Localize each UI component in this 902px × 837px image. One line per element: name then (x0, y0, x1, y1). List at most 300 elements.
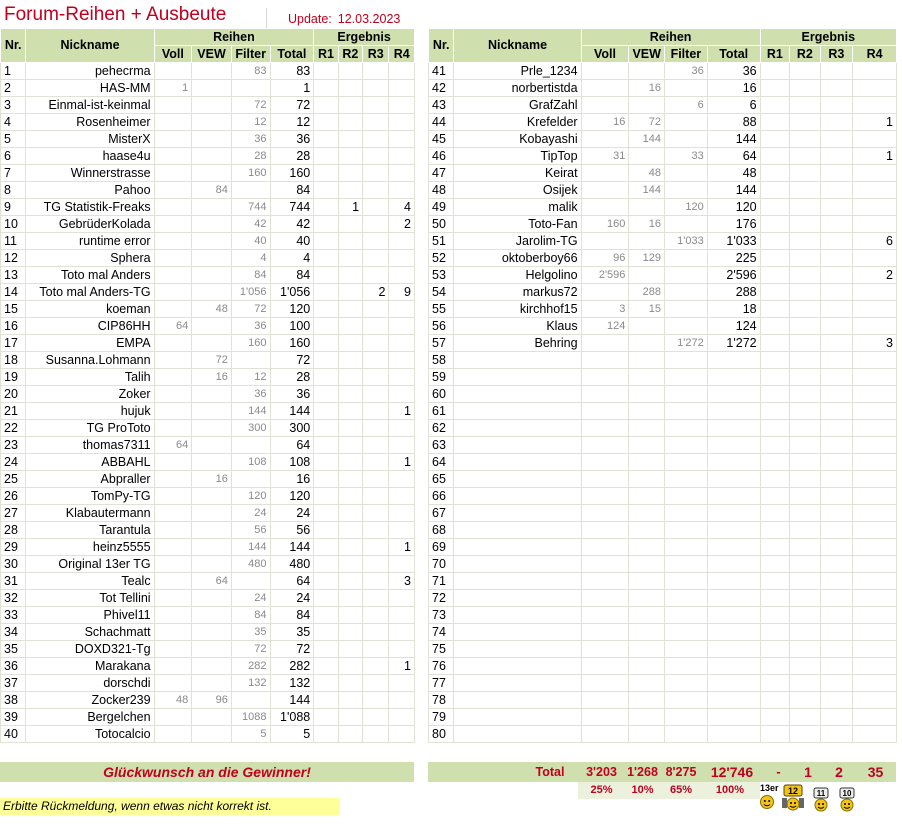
r2-cell (338, 522, 362, 539)
total-cell (707, 726, 760, 743)
total-cell: 225 (707, 250, 760, 267)
filter-cell (231, 471, 270, 488)
r3-cell (820, 267, 853, 284)
r1-cell (760, 301, 790, 318)
vew-cell (629, 454, 665, 471)
vew-cell: 84 (192, 182, 232, 199)
col-group-reihen: Reihen (154, 29, 314, 46)
total-cell (707, 522, 760, 539)
vew-cell: 16 (192, 369, 232, 386)
row-number-cell: 77 (429, 675, 454, 692)
r4-cell (853, 675, 897, 692)
filter-cell: 108 (231, 454, 270, 471)
table-row (1, 352, 415, 369)
r3-cell (363, 726, 389, 743)
r1-cell (760, 658, 790, 675)
r3-cell (363, 369, 389, 386)
vew-cell: 288 (629, 284, 665, 301)
nickname-cell (454, 624, 581, 641)
voll-cell (154, 250, 192, 267)
total-r3: 2 (835, 764, 843, 780)
voll-cell: 64 (154, 437, 192, 454)
total-cell (707, 369, 760, 386)
row-number-cell: 70 (429, 556, 454, 573)
col-header-voll: Voll (154, 46, 192, 63)
r2-cell (790, 80, 821, 97)
total-cell (707, 658, 760, 675)
col-header-nr: Nr. (429, 29, 454, 63)
filter-cell: 36 (231, 131, 270, 148)
total-cell: 28 (270, 148, 314, 165)
r4-cell (389, 420, 415, 437)
table-row (1, 658, 415, 675)
vew-cell (192, 250, 232, 267)
r4-cell (389, 607, 415, 624)
voll-cell (154, 709, 192, 726)
r1-cell (760, 233, 790, 250)
filter-cell: 33 (665, 148, 708, 165)
col-header-r4: R4 (389, 46, 415, 63)
r2-cell (338, 437, 362, 454)
r4-cell (389, 131, 415, 148)
r2-cell (338, 709, 362, 726)
vew-cell: 16 (192, 471, 232, 488)
r1-cell (314, 165, 338, 182)
r2-cell (790, 250, 821, 267)
r3-cell (820, 199, 853, 216)
table-row (429, 692, 897, 709)
nickname-cell (454, 692, 581, 709)
filter-cell (665, 352, 708, 369)
nickname-cell: Pahoo (26, 182, 154, 199)
r2-cell (790, 488, 821, 505)
r2-cell (790, 301, 821, 318)
total-cell (707, 403, 760, 420)
nickname-cell: Helgolino (454, 267, 581, 284)
col-header-r1: R1 (314, 46, 338, 63)
r3-cell (820, 709, 853, 726)
filter-cell (665, 454, 708, 471)
nickname-cell: TipTop (454, 148, 581, 165)
r1-cell (314, 114, 338, 131)
r2-cell (790, 454, 821, 471)
total-cell: 1'033 (707, 233, 760, 250)
vew-cell (192, 488, 232, 505)
r3-cell (363, 658, 389, 675)
r1-cell (314, 369, 338, 386)
voll-cell (154, 641, 192, 658)
r1-cell (314, 233, 338, 250)
total-cell: 120 (270, 301, 314, 318)
r4-cell: 3 (853, 335, 897, 352)
r1-cell (760, 522, 790, 539)
table-row (1, 505, 415, 522)
row-number-cell: 37 (1, 675, 26, 692)
total-cell: 84 (270, 182, 314, 199)
r1-cell (760, 165, 790, 182)
r4-cell (853, 624, 897, 641)
voll-cell (154, 590, 192, 607)
total-cell: 36 (707, 63, 760, 80)
row-number-cell: 73 (429, 607, 454, 624)
vew-cell (629, 199, 665, 216)
filter-cell (665, 488, 708, 505)
filter-cell (665, 131, 708, 148)
total-cell: 28 (270, 369, 314, 386)
r2-cell (790, 624, 821, 641)
total-cell (707, 607, 760, 624)
col-header-r4: R4 (853, 46, 897, 63)
r1-cell (314, 63, 338, 80)
table-row (1, 641, 415, 658)
r4-cell (853, 437, 897, 454)
vew-cell: 72 (192, 352, 232, 369)
nickname-cell: Toto-Fan (454, 216, 581, 233)
table-row (1, 471, 415, 488)
row-number-cell: 9 (1, 199, 26, 216)
row-number-cell: 14 (1, 284, 26, 301)
r4-cell (853, 454, 897, 471)
r2-cell (790, 726, 821, 743)
col-header-r3: R3 (363, 46, 389, 63)
nickname-cell (454, 556, 581, 573)
nickname-cell (454, 641, 581, 658)
filter-cell: 4 (231, 250, 270, 267)
nickname-cell: Krefelder (454, 114, 581, 131)
r1-cell (314, 709, 338, 726)
table-row (429, 284, 897, 301)
r4-cell (853, 403, 897, 420)
total-cell: 144 (707, 131, 760, 148)
row-number-cell: 38 (1, 692, 26, 709)
voll-cell (581, 692, 629, 709)
r1-cell (760, 97, 790, 114)
total-cell: 36 (270, 131, 314, 148)
r2-cell (790, 267, 821, 284)
total-total: 12'746 (710, 764, 754, 780)
r4-cell: 3 (389, 573, 415, 590)
table-row (429, 80, 897, 97)
r3-cell (820, 437, 853, 454)
r3-cell (363, 131, 389, 148)
r3-cell (363, 182, 389, 199)
filter-cell: 24 (231, 505, 270, 522)
nickname-cell: TG Statistik-Freaks (26, 199, 154, 216)
r1-cell (760, 131, 790, 148)
voll-cell (154, 624, 192, 641)
voll-cell (581, 199, 629, 216)
nickname-cell (454, 573, 581, 590)
table-row (1, 335, 415, 352)
r4-cell: 1 (389, 454, 415, 471)
r3-cell (820, 607, 853, 624)
nickname-cell: GebrüderKolada (26, 216, 154, 233)
vew-cell (629, 624, 665, 641)
r4-cell: 1 (853, 114, 897, 131)
r4-cell (853, 199, 897, 216)
filter-cell (665, 216, 708, 233)
total-cell: 160 (270, 165, 314, 182)
total-cell: 40 (270, 233, 314, 250)
nickname-cell: Osijek (454, 182, 581, 199)
total-cell: 120 (707, 199, 760, 216)
row-number-cell: 25 (1, 471, 26, 488)
vew-cell (192, 63, 232, 80)
total-cell: 108 (270, 454, 314, 471)
nickname-cell (454, 403, 581, 420)
voll-cell (581, 675, 629, 692)
r2-cell (790, 318, 821, 335)
total-cell: 1'272 (707, 335, 760, 352)
r3-cell (363, 590, 389, 607)
r4-cell: 9 (389, 284, 415, 301)
total-cell: 1 (270, 80, 314, 97)
nickname-cell (454, 471, 581, 488)
table-row (429, 335, 897, 352)
r4-cell (389, 352, 415, 369)
vew-cell (629, 539, 665, 556)
table-row (1, 369, 415, 386)
r2-cell (338, 556, 362, 573)
r1-cell (760, 318, 790, 335)
r3-cell (820, 369, 853, 386)
nickname-cell: Klaus (454, 318, 581, 335)
total-cell (707, 624, 760, 641)
filter-cell (665, 709, 708, 726)
filter-cell: 160 (231, 335, 270, 352)
filter-cell (665, 522, 708, 539)
r1-cell (760, 386, 790, 403)
table-row (429, 624, 897, 641)
col-group-ergebnis: Ergebnis (314, 29, 415, 46)
voll-cell (581, 522, 629, 539)
r2-cell (338, 335, 362, 352)
table-row (1, 148, 415, 165)
r2-cell (790, 641, 821, 658)
filter-cell: 40 (231, 233, 270, 250)
r2-cell (790, 505, 821, 522)
r2-cell (338, 488, 362, 505)
r1-cell (314, 726, 338, 743)
col-header-vew: VEW (629, 46, 665, 63)
table-row (429, 709, 897, 726)
filter-cell: 132 (231, 675, 270, 692)
vew-cell (192, 216, 232, 233)
voll-cell (154, 131, 192, 148)
voll-cell (581, 420, 629, 437)
total-cell: 1'088 (270, 709, 314, 726)
table-row (1, 590, 415, 607)
svg-text:11: 11 (816, 789, 826, 798)
filter-cell: 1'056 (231, 284, 270, 301)
total-cell: 72 (270, 97, 314, 114)
col-group-ergebnis: Ergebnis (760, 29, 896, 46)
r1-cell (314, 471, 338, 488)
r4-cell (389, 556, 415, 573)
table-row (1, 675, 415, 692)
r1-cell (314, 675, 338, 692)
voll-cell (154, 148, 192, 165)
r3-cell (820, 539, 853, 556)
page-title: Forum-Reihen + Ausbeute (4, 4, 227, 25)
total-cell: 2'596 (707, 267, 760, 284)
table-row (429, 522, 897, 539)
r2-cell (790, 165, 821, 182)
row-number-cell: 13 (1, 267, 26, 284)
filter-cell (665, 80, 708, 97)
total-cell: 24 (270, 505, 314, 522)
filter-cell (231, 182, 270, 199)
vew-cell (192, 80, 232, 97)
nickname-cell: Sphera (26, 250, 154, 267)
r1-cell (760, 607, 790, 624)
table-row (429, 437, 897, 454)
r4-cell: 4 (389, 199, 415, 216)
row-number-cell: 22 (1, 420, 26, 437)
r1-cell (314, 624, 338, 641)
r2-cell (790, 658, 821, 675)
r4-cell (853, 301, 897, 318)
nickname-cell: TG ProToto (26, 420, 154, 437)
vew-cell: 96 (192, 692, 232, 709)
voll-cell (154, 675, 192, 692)
r3-cell (363, 267, 389, 284)
filter-cell: 36 (231, 318, 270, 335)
voll-cell (154, 369, 192, 386)
voll-cell: 16 (581, 114, 629, 131)
nickname-cell: dorschdi (26, 675, 154, 692)
filter-cell (665, 318, 708, 335)
row-number-cell: 75 (429, 641, 454, 658)
row-number-cell: 54 (429, 284, 454, 301)
r1-cell (760, 352, 790, 369)
r3-cell (363, 471, 389, 488)
r2-cell (790, 352, 821, 369)
vew-cell (192, 522, 232, 539)
r1-cell (760, 624, 790, 641)
filter-cell (665, 624, 708, 641)
vew-cell (629, 556, 665, 573)
voll-cell (154, 471, 192, 488)
total-r2: 1 (804, 764, 812, 780)
total-cell: 72 (270, 641, 314, 658)
table-row (1, 131, 415, 148)
voll-cell (154, 216, 192, 233)
vew-cell (192, 148, 232, 165)
nickname-cell: Susanna.Lohmann (26, 352, 154, 369)
table-row (429, 369, 897, 386)
row-number-cell: 59 (429, 369, 454, 386)
nickname-cell: GrafZahl (454, 97, 581, 114)
total-cell: 84 (270, 607, 314, 624)
nickname-cell: Rosenheimer (26, 114, 154, 131)
table-row (429, 63, 897, 80)
row-number-cell: 16 (1, 318, 26, 335)
vew-cell (629, 352, 665, 369)
r2-cell: 1 (338, 199, 362, 216)
nickname-cell: Toto mal Anders-TG (26, 284, 154, 301)
r2-cell (338, 182, 362, 199)
trophy-12er-label (780, 787, 806, 798)
vew-cell (629, 97, 665, 114)
total-cell: 144 (270, 403, 314, 420)
table-row (429, 114, 897, 131)
r2-cell (338, 658, 362, 675)
r3-cell (363, 522, 389, 539)
r4-cell (853, 284, 897, 301)
table-row (429, 454, 897, 471)
nickname-cell: haase4u (26, 148, 154, 165)
table-row (1, 165, 415, 182)
row-number-cell: 66 (429, 488, 454, 505)
r1-cell (314, 182, 338, 199)
filter-cell: 28 (231, 148, 270, 165)
row-number-cell: 24 (1, 454, 26, 471)
voll-cell (581, 505, 629, 522)
row-number-cell: 12 (1, 250, 26, 267)
r3-cell (820, 114, 853, 131)
nickname-cell: ABBAHL (26, 454, 154, 471)
r4-cell (389, 369, 415, 386)
r1-cell (760, 403, 790, 420)
table-row (429, 165, 897, 182)
r3-cell (363, 454, 389, 471)
total-r4: 35 (867, 764, 884, 780)
r2-cell (790, 437, 821, 454)
r3-cell (820, 97, 853, 114)
r4-cell (853, 556, 897, 573)
vew-cell (192, 199, 232, 216)
voll-cell (581, 658, 629, 675)
r3-cell (363, 556, 389, 573)
r1-cell (314, 539, 338, 556)
r2-cell (338, 607, 362, 624)
voll-cell (581, 369, 629, 386)
voll-cell (154, 505, 192, 522)
r3-cell (363, 488, 389, 505)
r1-cell (760, 454, 790, 471)
filter-cell (665, 658, 708, 675)
r3-cell (363, 386, 389, 403)
r2-cell (790, 114, 821, 131)
col-header-filter: Filter (231, 46, 270, 63)
r4-cell (389, 335, 415, 352)
voll-cell (581, 335, 629, 352)
r3-cell (820, 624, 853, 641)
r4-cell (853, 63, 897, 80)
r4-cell (853, 607, 897, 624)
r4-cell (389, 80, 415, 97)
r4-cell (853, 386, 897, 403)
vew-cell (629, 658, 665, 675)
r2-cell (790, 369, 821, 386)
r3-cell (363, 63, 389, 80)
r4-cell (389, 301, 415, 318)
row-number-cell: 30 (1, 556, 26, 573)
row-number-cell: 28 (1, 522, 26, 539)
table-row (429, 420, 897, 437)
r2-cell (790, 233, 821, 250)
r4-cell (389, 641, 415, 658)
filter-cell: 72 (231, 301, 270, 318)
vew-cell (629, 403, 665, 420)
r4-cell (389, 148, 415, 165)
r1-cell (314, 641, 338, 658)
vew-cell (629, 573, 665, 590)
voll-cell (581, 352, 629, 369)
trophy-13er-label: 13er (760, 783, 779, 793)
r1-cell (760, 420, 790, 437)
